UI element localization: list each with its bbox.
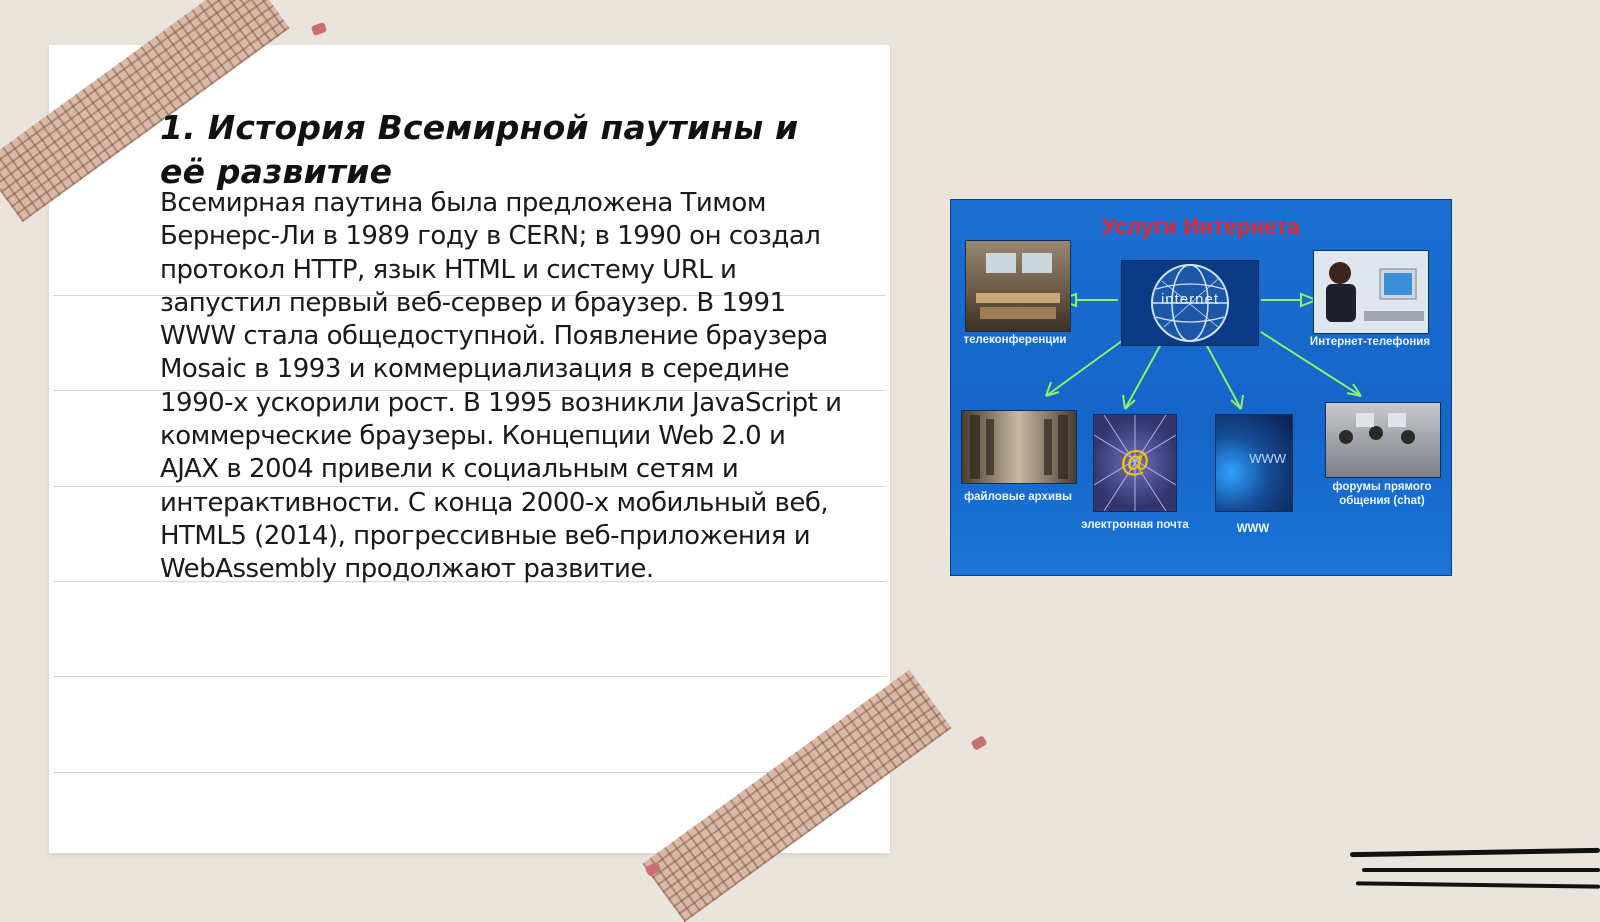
paper-rule [53,772,886,773]
slide-body-text: Всемирная паутина была предложена Тимом Бернерс-Ли в 1989 году в CERN; в 1990 он создал протокол HTTP, язык HTML и систему URL и запустил первый веб-сервер и браузер. В 1991 WWW стала общедоступной. Появление браузера Mosaic в 1993 и коммерциализация в середине 1990-х ускорили рост. В 1995 возникли JavaScript и коммерческие браузеры. Концепции Web 2.0 и AJAX в 2004 привели к социальным сетям и интерактивности. С конца 2000-х мобильный веб, HTML5 (2014), прогрессивные веб-приложения и WebAssembly продолжают развитие. [160,188,842,585]
caption-teleconferences: телеконференции [963,334,1067,346]
tape-edge [970,735,987,751]
brush-stroke [1350,848,1600,857]
brush-stroke [1356,881,1600,888]
globe-image [1121,260,1259,346]
caption-www: WWW [1236,523,1270,535]
caption-file-archives: файловые архивы [964,491,1072,503]
email-image [1093,414,1177,512]
www-image [1215,414,1293,512]
brush-stroke [1362,868,1600,872]
caption-internet-telephony: Интернет-телефония [1309,336,1431,348]
slide-title: 1. История Всемирной паутины и её развитие [160,108,799,191]
at-sign-icon: @ [1120,445,1150,478]
caption-chat-forums: форумы прямого общения (chat) [1332,481,1432,507]
www-badge: WWW [1249,451,1286,466]
tape-edge [311,22,328,36]
chat-forums-photo [1325,402,1441,478]
globe-label: internet [1160,291,1220,308]
caption-email: электронная почта [1081,519,1189,531]
teleconference-photo [965,240,1071,332]
arrow-right [1261,294,1316,306]
file-archives-photo [961,410,1077,484]
telephony-photo [1313,250,1429,334]
paper-rule [53,676,886,677]
figure-title: Услуги Интернета [1102,214,1300,239]
internet-services-figure [950,199,1452,576]
